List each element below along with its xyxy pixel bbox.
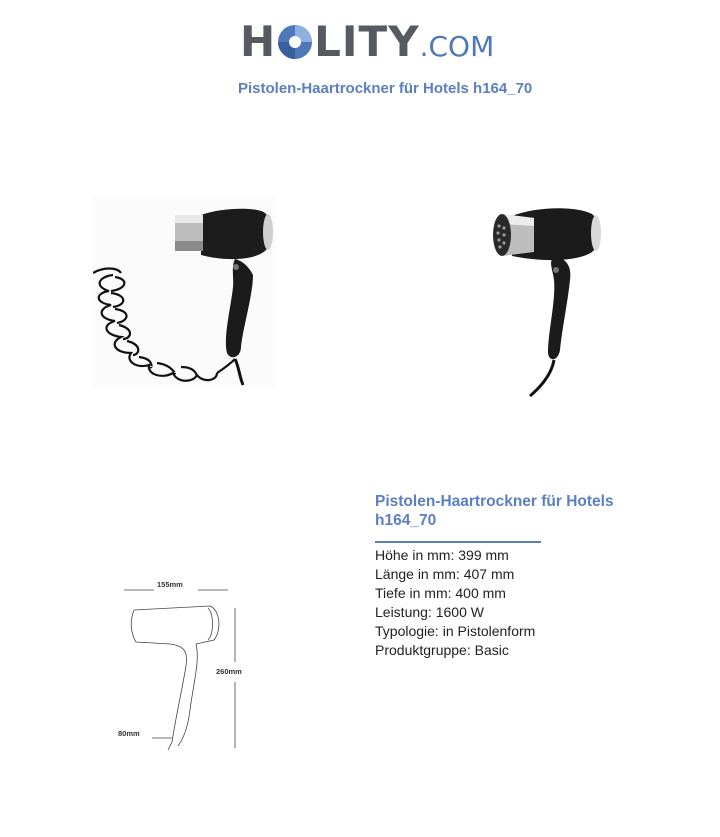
holity-logo [240, 17, 495, 68]
spec-item-typology: Typologie: in Pistolenform [375, 623, 536, 639]
logo-letters-lity: LITY [314, 17, 420, 66]
width-dimension-label: 155mm [157, 580, 183, 589]
spec-item-height: Höhe in mm: 399 mm [375, 547, 509, 563]
logo-o-icon [277, 24, 313, 60]
spec-list [375, 546, 535, 660]
spec-item-product-group: Produktgruppe: Basic [375, 642, 509, 658]
product-photo-side [93, 197, 275, 387]
base-dimension-label: 80mm [118, 729, 140, 738]
dimension-drawing [110, 570, 260, 755]
product-photo-front [482, 200, 612, 400]
height-dimension-label: 260mm [216, 667, 242, 676]
spec-item-power: Leistung: 1600 W [375, 604, 484, 620]
logo-suffix: .COM [419, 30, 495, 63]
hair-dryer-front-image [482, 200, 612, 400]
logo-letter-h: H [240, 17, 277, 66]
spec-divider [375, 541, 541, 543]
page-title: Pistolen-Haartrockner für Hotels h164_70 [238, 80, 533, 97]
hair-dryer-side-image [93, 197, 275, 387]
spec-title: Pistolen-Haartrockner für Hotels h164_70 [375, 493, 614, 529]
spec-item-length: Länge in mm: 407 mm [375, 566, 515, 582]
spec-item-depth: Tiefe in mm: 400 mm [375, 585, 506, 601]
